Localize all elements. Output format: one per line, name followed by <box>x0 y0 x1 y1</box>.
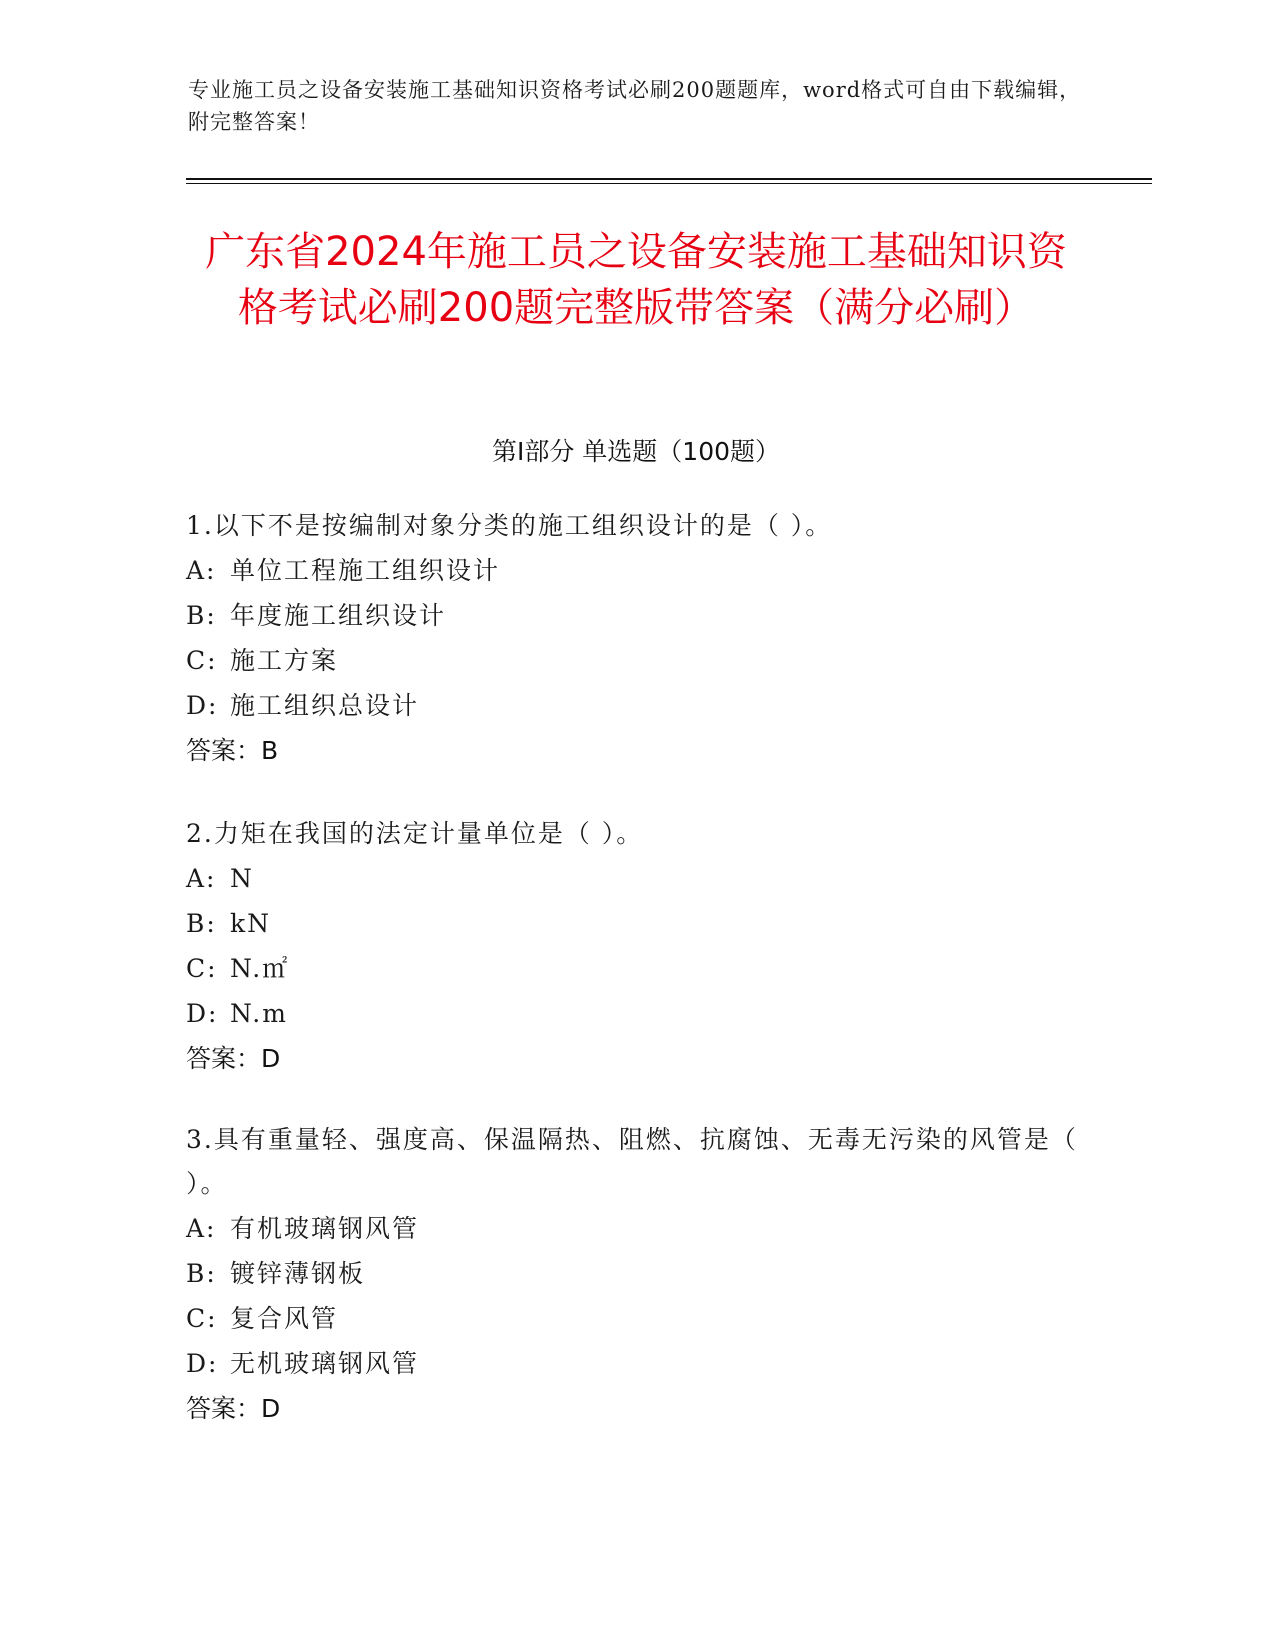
option-key: B: <box>186 1259 217 1288</box>
header-note: 专业施工员之设备安装施工基础知识资格考试必刷200题题库，word格式可自由下载编辑，附完整答案！ <box>188 78 1082 134</box>
option-a <box>186 1206 1086 1251</box>
header-rule-thick <box>186 178 1152 180</box>
option-d <box>186 683 1086 728</box>
option-d <box>186 1341 1086 1386</box>
option-b <box>186 1251 1086 1296</box>
question-stem: 1.以下不是按编制对象分类的施工组织设计的是（ ）。 <box>186 511 833 540</box>
option-c <box>186 1296 1086 1341</box>
option-a <box>186 548 1086 593</box>
option-key: A: <box>186 1214 217 1243</box>
answer: 答案：D <box>186 1394 281 1423</box>
option-c <box>186 946 1086 991</box>
option-text: N <box>230 864 254 893</box>
option-text: N.m <box>230 999 288 1028</box>
answer: 答案：D <box>186 1044 281 1073</box>
option-key: A: <box>186 556 217 585</box>
option-key: D: <box>186 999 219 1028</box>
option-key: C: <box>186 1304 218 1333</box>
option-text: 镀锌薄钢板 <box>230 1259 366 1288</box>
option-text: 无机玻璃钢风管 <box>230 1349 420 1378</box>
header-rule-thin <box>186 183 1152 184</box>
option-text: kN <box>230 909 272 938</box>
option-text: 复合风管 <box>230 1304 339 1333</box>
option-key: C: <box>186 954 218 983</box>
question-1 <box>186 504 1086 773</box>
answer: 答案：B <box>186 736 279 765</box>
question-3 <box>186 1118 1086 1431</box>
option-key: D: <box>186 691 219 720</box>
document-title: 广东省2024年施工员之设备安装施工基础知识资格考试必刷200题完整版带答案（满分必刷） <box>205 229 1067 331</box>
option-b <box>186 593 1086 638</box>
option-text: 有机玻璃钢风管 <box>230 1214 420 1243</box>
option-key: D: <box>186 1349 219 1378</box>
option-key: B: <box>186 909 217 938</box>
option-text: 施工组织总设计 <box>230 691 420 720</box>
question-stem: 3.具有重量轻、强度高、保温隔热、阻燃、抗腐蚀、无毒无污染的风管是（ ）。 <box>186 1125 1078 1198</box>
option-text: 年度施工组织设计 <box>230 601 447 630</box>
option-text: N.㎡ <box>230 954 290 983</box>
option-d <box>186 991 1086 1036</box>
option-key: A: <box>186 864 217 893</box>
question-2 <box>186 812 1086 1081</box>
option-text: 施工方案 <box>230 646 339 675</box>
option-text: 单位工程施工组织设计 <box>230 556 501 585</box>
option-b <box>186 901 1086 946</box>
option-a <box>186 856 1086 901</box>
option-key: C: <box>186 646 218 675</box>
section-title: 第Ⅰ部分 单选题（100题） <box>491 437 781 466</box>
option-key: B: <box>186 601 217 630</box>
question-stem: 2.力矩在我国的法定计量单位是（ ）。 <box>186 819 644 848</box>
option-c <box>186 638 1086 683</box>
